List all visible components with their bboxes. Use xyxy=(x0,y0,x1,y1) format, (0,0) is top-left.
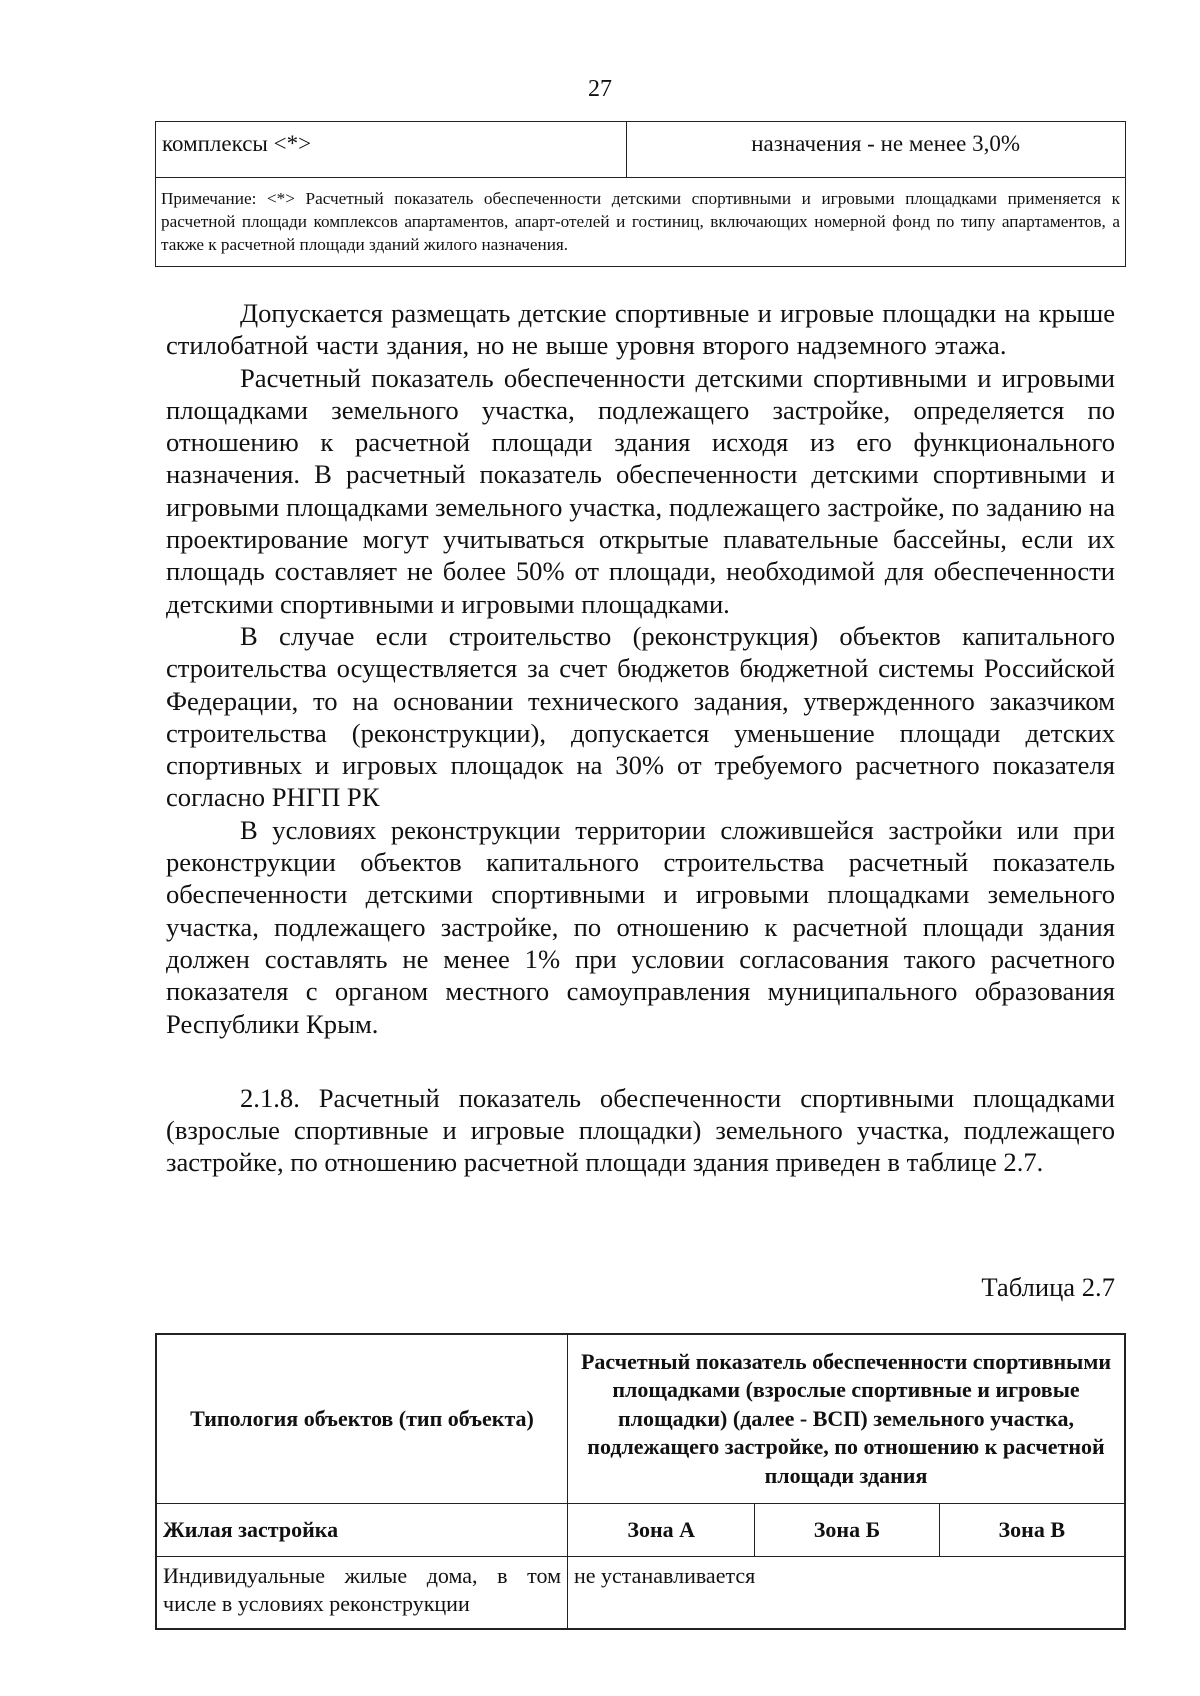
paragraph-section-2-1-8: 2.1.8. Расчетный показатель обеспеченности спортивными площадками (взрослые спортивные и игровые площадки) земельного участка, подлежащего застройке, по отношению расчетной площади здания приведен в таблице 2.7. xyxy=(166,1082,1115,1178)
header-indicator: Расчетный показатель обеспеченности спортивными площадками (взрослые спортивные и игровые площадки) (далее - ВСП) земельного участка, подлежащего застройке, по отношению к расчетной площади здания xyxy=(568,1334,1126,1504)
paragraph-calculation-indicator: Расчетный показатель обеспеченности детскими спортивными и игровыми площадками земельного участка, подлежащего застройке, определяется по отношению к расчетной площади здания исходя из его функционального назначения. В расчетный показатель обеспеченности детскими спортивными и игровыми площадками земельного участка, подлежащего застройке, по заданию на проектирование могут учитываться открытые плавательные бассейны, если их площадь составляет не более 50% от площади, необходимой для обеспеченности детскими спортивными и игровыми площадками. xyxy=(166,362,1115,619)
group-label: Жилая застройка xyxy=(156,1504,568,1557)
continued-table-note-row xyxy=(156,178,1126,267)
object-type-cell: Индивидуальные жилые дома, в том числе в условиях реконструкции xyxy=(156,1557,568,1630)
table-row xyxy=(156,1557,1125,1630)
table-zones-row xyxy=(156,1504,1125,1557)
table-caption: Таблица 2.7 xyxy=(981,1272,1115,1302)
table-2-7 xyxy=(155,1333,1126,1630)
continued-table xyxy=(155,121,1126,267)
body-text xyxy=(166,297,1115,1179)
header-typology: Типология объектов (тип объекта) xyxy=(156,1334,568,1504)
continued-table-row xyxy=(156,122,1126,178)
table-header-row xyxy=(156,1334,1125,1504)
paragraph-rooftop-placement: Допускается размещать детские спортивные и игровые площадки на крыше стилобатной части здания, но не выше уровня второго надземного этажа. xyxy=(166,298,1115,361)
table-note: Примечание: <*> Расчетный показатель обеспеченности детскими спортивными и игровыми площадками применяется к расчетной площади комплексов апартаментов, апарт-отелей и гостиниц, включающих номерной фонд по типу апартаментов, а также к расчетной площади зданий жилого назначения. xyxy=(156,178,1126,267)
page-number: 27 xyxy=(588,76,612,102)
paragraph-reconstruction: В условиях реконструкции территории сложившейся застройки или при реконструкции объектов капитального строительства расчетный показатель обеспеченности детскими спортивными и игровыми площадками земельного участка, подлежащего застройке, по отношению к расчетной площади здания должен составлять не менее 1% при условии согласования такого расчетного показателя с органом местного самоуправления муниципального образования Республики Крым. xyxy=(166,814,1115,1039)
zone-b-header: Зона Б xyxy=(755,1504,939,1557)
paragraph-budget-reduction: В случае если строительство (реконструкция) объектов капитального строительства осуществляется за счет бюджетов бюджетной системы Российской Федерации, то на основании технического задания, утвержденного заказчиком строительства (реконструкции), допускается уменьшение площади детских спортивных и игровых площадок на 30% от требуемого расчетного показателя согласно РНГП РК xyxy=(166,620,1115,813)
zone-c-header: Зона В xyxy=(939,1504,1125,1557)
zone-a-header: Зона А xyxy=(568,1504,755,1557)
continued-table-left-cell: комплексы <*> xyxy=(156,122,627,178)
indicator-value-cell: не устанавливается xyxy=(568,1557,1126,1630)
continued-table-right-cell: назначения - не менее 3,0% xyxy=(627,122,1126,178)
